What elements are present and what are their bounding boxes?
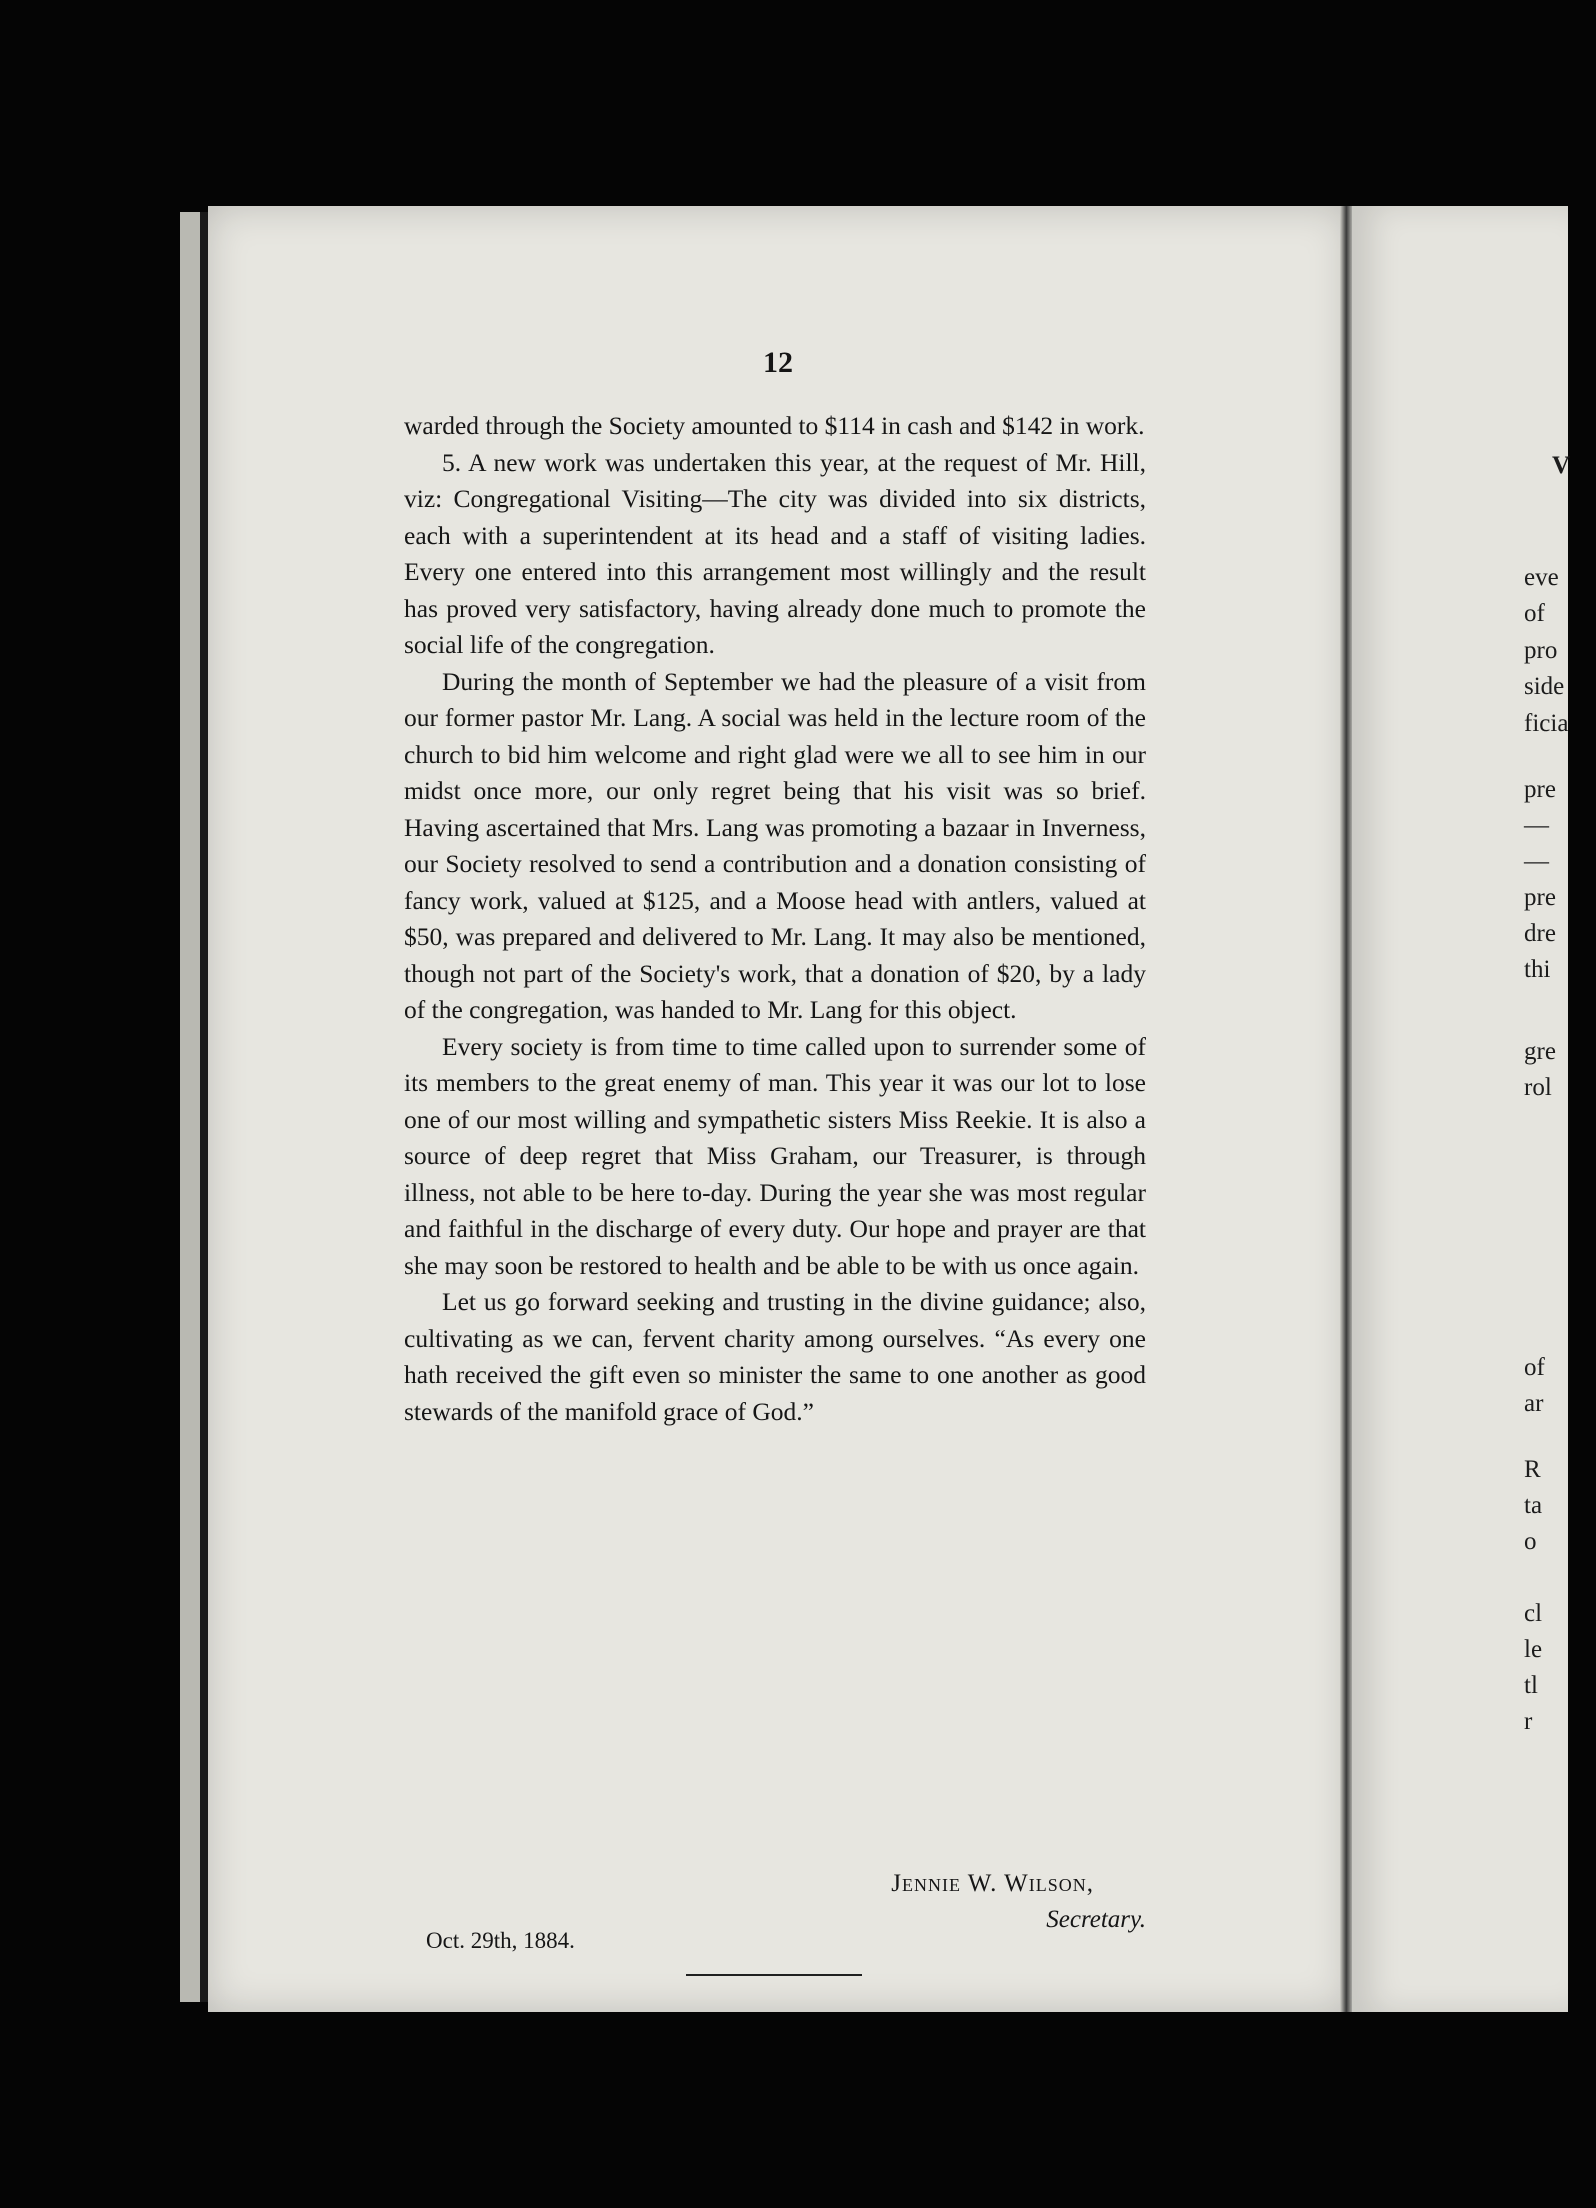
signature-title: Secretary. <box>1046 1906 1146 1933</box>
facing-page-fragment <box>1352 206 1571 2012</box>
facing-page-fragment-text: le <box>1524 1636 1543 1663</box>
facing-page-fragment-text: of <box>1524 1354 1545 1381</box>
facing-page-fragment-text: ar <box>1524 1390 1544 1417</box>
paragraph-5: Let us go forward seeking and trusting in the divine guidance; also, cultivating as we can, fervent charity among ourselves. “As every one hath received the gift even so minister the same to one another as good stewards of the manifold grace of God.” <box>404 1287 1146 1426</box>
facing-page-fragment-text: eve <box>1524 564 1559 591</box>
facing-page-fragment-text: of <box>1524 600 1545 627</box>
facing-page-fragment-text: tl <box>1524 1672 1538 1699</box>
facing-page-fragment-text: R <box>1524 1456 1541 1483</box>
left-page-edge-shadow <box>200 212 208 2002</box>
facing-page-fragment-text: ficia <box>1524 710 1569 737</box>
facing-page-fragment-text: pre <box>1524 884 1556 911</box>
paragraph-2: 5. A new work was undertaken this year, at the request of Mr. Hill, viz: Congregational Visiting—The city was divided into six districts, each with a superintendent at its head and a staff of visiting ladies. Every one entered into this arrangement most willingly and the result has proved very satisfactory, having already done much to promote the social life of the congregation. <box>404 447 1146 659</box>
facing-page-fragment-text: r <box>1524 1708 1533 1735</box>
facing-page-fragment-text: — <box>1524 812 1549 839</box>
page-number: 12 <box>763 346 793 379</box>
facing-page-fragment-text: — <box>1524 848 1549 875</box>
facing-page-fragment-text: ta <box>1524 1492 1543 1519</box>
facing-page-fragment-text: gre <box>1524 1038 1556 1065</box>
facing-page-fragment-text: pre <box>1524 776 1556 803</box>
facing-page-fragment-text: dre <box>1524 920 1556 947</box>
paragraph-1: warded through the Society amounted to $114 in cash and $142 in work. <box>404 411 1145 440</box>
facing-page-fragment-text: o <box>1524 1528 1537 1555</box>
facing-page-fragment-text: rol <box>1524 1074 1552 1101</box>
facing-page-fragment-text: cl <box>1524 1600 1543 1627</box>
facing-page-fragment-text: pro <box>1524 637 1558 664</box>
facing-page-fragment-text: side <box>1524 673 1565 700</box>
paragraph-3: During the month of September we had the pleasure of a visit from our former pastor Mr. Lang. A social was held in the lecture room of the church to bid him welcome and right glad were we all to see him in our midst once more, our only regret being that his visit was so brief. Having ascertained that Mrs. Lang was promoting a bazaar in Inverness, our Society resolved to send a contribution and a donation consisting of fancy work, valued at $125, and a Moose head with antlers, valued at $50, was prepared and delivered to Mr. Lang. It may also be mentioned, though not part of the Society's work, that a donation of $20, by a lady of the congregation, was handed to Mr. Lang for this object. <box>404 666 1146 1024</box>
closing-rule <box>686 1974 862 1976</box>
document-page <box>208 206 1348 2012</box>
signature-name: Jennie W. Wilson, <box>891 1870 1094 1897</box>
facing-page-fragment-text: V <box>1552 452 1571 479</box>
facing-page-fragment-text: thi <box>1524 956 1551 983</box>
paragraph-4: Every society is from time to time called upon to surrender some of its members to the great enemy of man. This year it was our lot to lose one of our most willing and sympathetic sisters Miss Reekie. It is also a source of deep regret that Miss Graham, our Treasurer, is through illness, not able to be here to-day. During the year she was most regular and faithful in the discharge of every duty. Our hope and prayer are that she may soon be restored to health and be able to be with us once again. <box>404 1031 1146 1280</box>
date-line: Oct. 29th, 1884. <box>426 1928 575 1953</box>
body-text <box>404 408 1146 1430</box>
